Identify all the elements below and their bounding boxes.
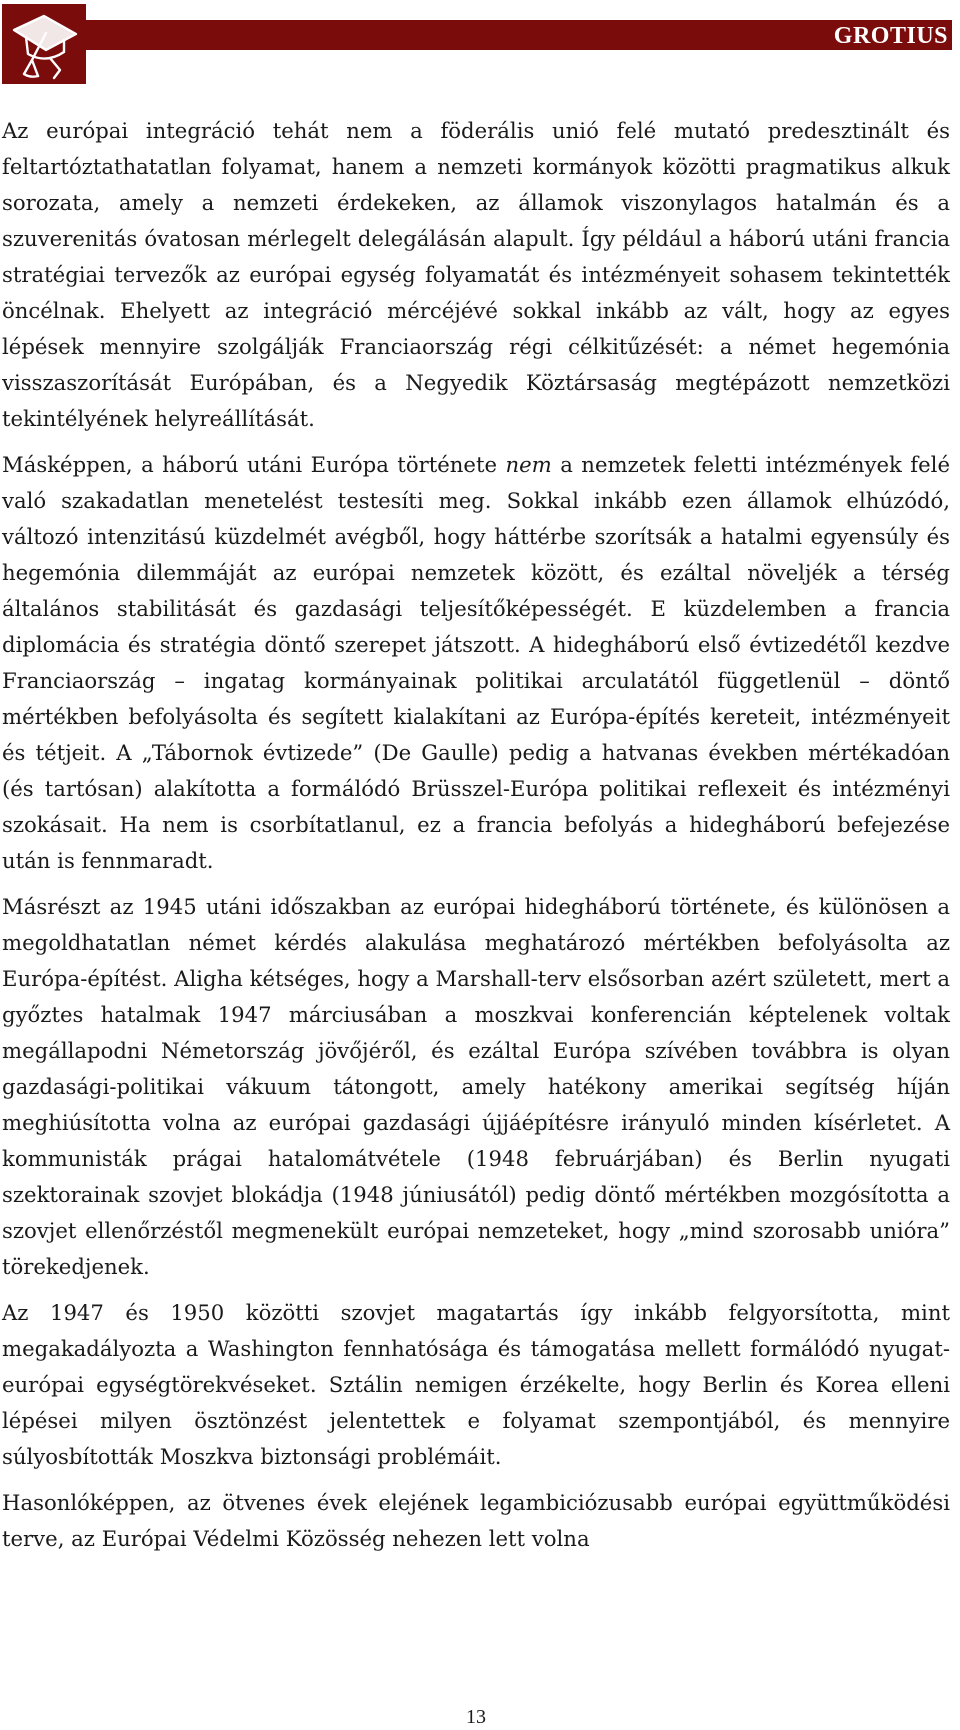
header-bar xyxy=(86,20,952,50)
paragraph-1: Az európai integráció tehát nem a föderális unió felé mutató predesztinált és feltartóztathatatlan folyamat, hanem a nemzeti kormányok közötti pragmatikus alkuk sorozata, amely a nemzeti érdekeken, az államok viszonylagos hatalmán és a szuverenitás óvatosan mérlegelt delegálásán alapult. Így például a háború utáni francia stratégiai tervezők az európai egység folyamatát és intézményeit sohasem tekintették öncélnak. Ehelyett az integráció mércéjévé sokkal inkább az vált, hogy az egyes lépések mennyire szolgálják Franciaország régi célkitűzését: a német hegemónia visszaszorítását Európában, és a Negyedik Köztársaság megtépázott nemzetközi tekintélyének helyreállítását. xyxy=(2,118,950,431)
brand-title: GROTIUS xyxy=(833,23,948,49)
paragraph-3: Másrészt az 1945 utáni időszakban az európai hidegháború története, és különösen a megoldhatatlan német kérdés alakulása meghatározó mértékben befolyásolta az Európa-építést. Aligha kétséges, hogy a Marshall-terv elsősorban azért született, mert a győztes hatalmak 1947 márciusában a moszkvai konferencián képtelenek voltak megállapodni Németország jövőjéről, és ezáltal Európa szívében továbbra is olyan gazdasági-politikai vákuum tátongott, amely hatékony amerikai segítség híján meghiúsította volna az európai gazdasági újjáépítésre irányuló minden kísérletet. A kommunisták prágai hatalomátvétele (1948 februárjában) és Berlin nyugati szektorainak szovjet blokádja (1948 júniusától) pedig döntő mértékben mozgósította a szovjet ellenőrzéstől megmenekült európai nemzeteket, hogy „mind szorosabb unióra” törekedjenek. xyxy=(2,894,950,1279)
paragraph-2 xyxy=(2,447,950,879)
paragraph-2-part-2: a nemzetek feletti intézmények felé való szakadatlan menetelést testesíti meg. Sokkal inkább ezen államok elhúzódó, változó intenzitású küzdelmét avégből, hogy háttérbe szorítsák a hatalmi egyensúly és hegemónia dilemmáját az európai nemzetek között, és ezáltal növeljék a térség általános stabilitását és gazdasági teljesítőképességét. E küzdelemben a francia diplomácia és stratégia döntő szerepet játszott. A hidegháború első évtizedétől kezdve Franciaország – ingatag kormányainak politikai arculatától függetlenül – döntő mértékben befolyásolta és segített kialakítani az Európa-építés kereteit, intézményeit és tétjeit. A „Tábornok évtizede” (De Gaulle) pedig a hatvanas években mértékadóan (és tartósan) alakította a formálódó Brüsszel-Európa politikai reflexeit és intézményi szokásait. Ha nem is csorbítatlanul, ez a francia befolyás a hidegháború befejezése után is fennmaradt. xyxy=(2,452,950,873)
paragraph-5: Hasonlóképpen, az ötvenes évek elejének legambiciózusabb európai együttműködési terve, az Európai Védelmi Közösség nehezen lett volna xyxy=(2,1490,950,1551)
paragraph-2-part-1: Másképpen, a háború utáni Európa története xyxy=(2,452,506,477)
paragraph-2-emphasis: nem xyxy=(505,452,552,477)
document-body xyxy=(2,113,950,1567)
paragraph-4: Az 1947 és 1950 közötti szovjet magatartás így inkább felgyorsította, mint megakadályozta a Washington fennhatósága és támogatása mellett formálódó nyugat-európai egységtörekvéseket. Sztálin nemigen érzékelte, hogy Berlin és Korea elleni lépései milyen ösztönzést jelentettek e folyamat szempontjából, és mennyire súlyosbították Moszkva biztonsági problémáit. xyxy=(2,1300,950,1469)
page-header xyxy=(0,0,960,90)
logo xyxy=(2,4,86,84)
page-number: 13 xyxy=(466,1706,486,1728)
mortarboard-scroll-icon xyxy=(2,4,86,84)
